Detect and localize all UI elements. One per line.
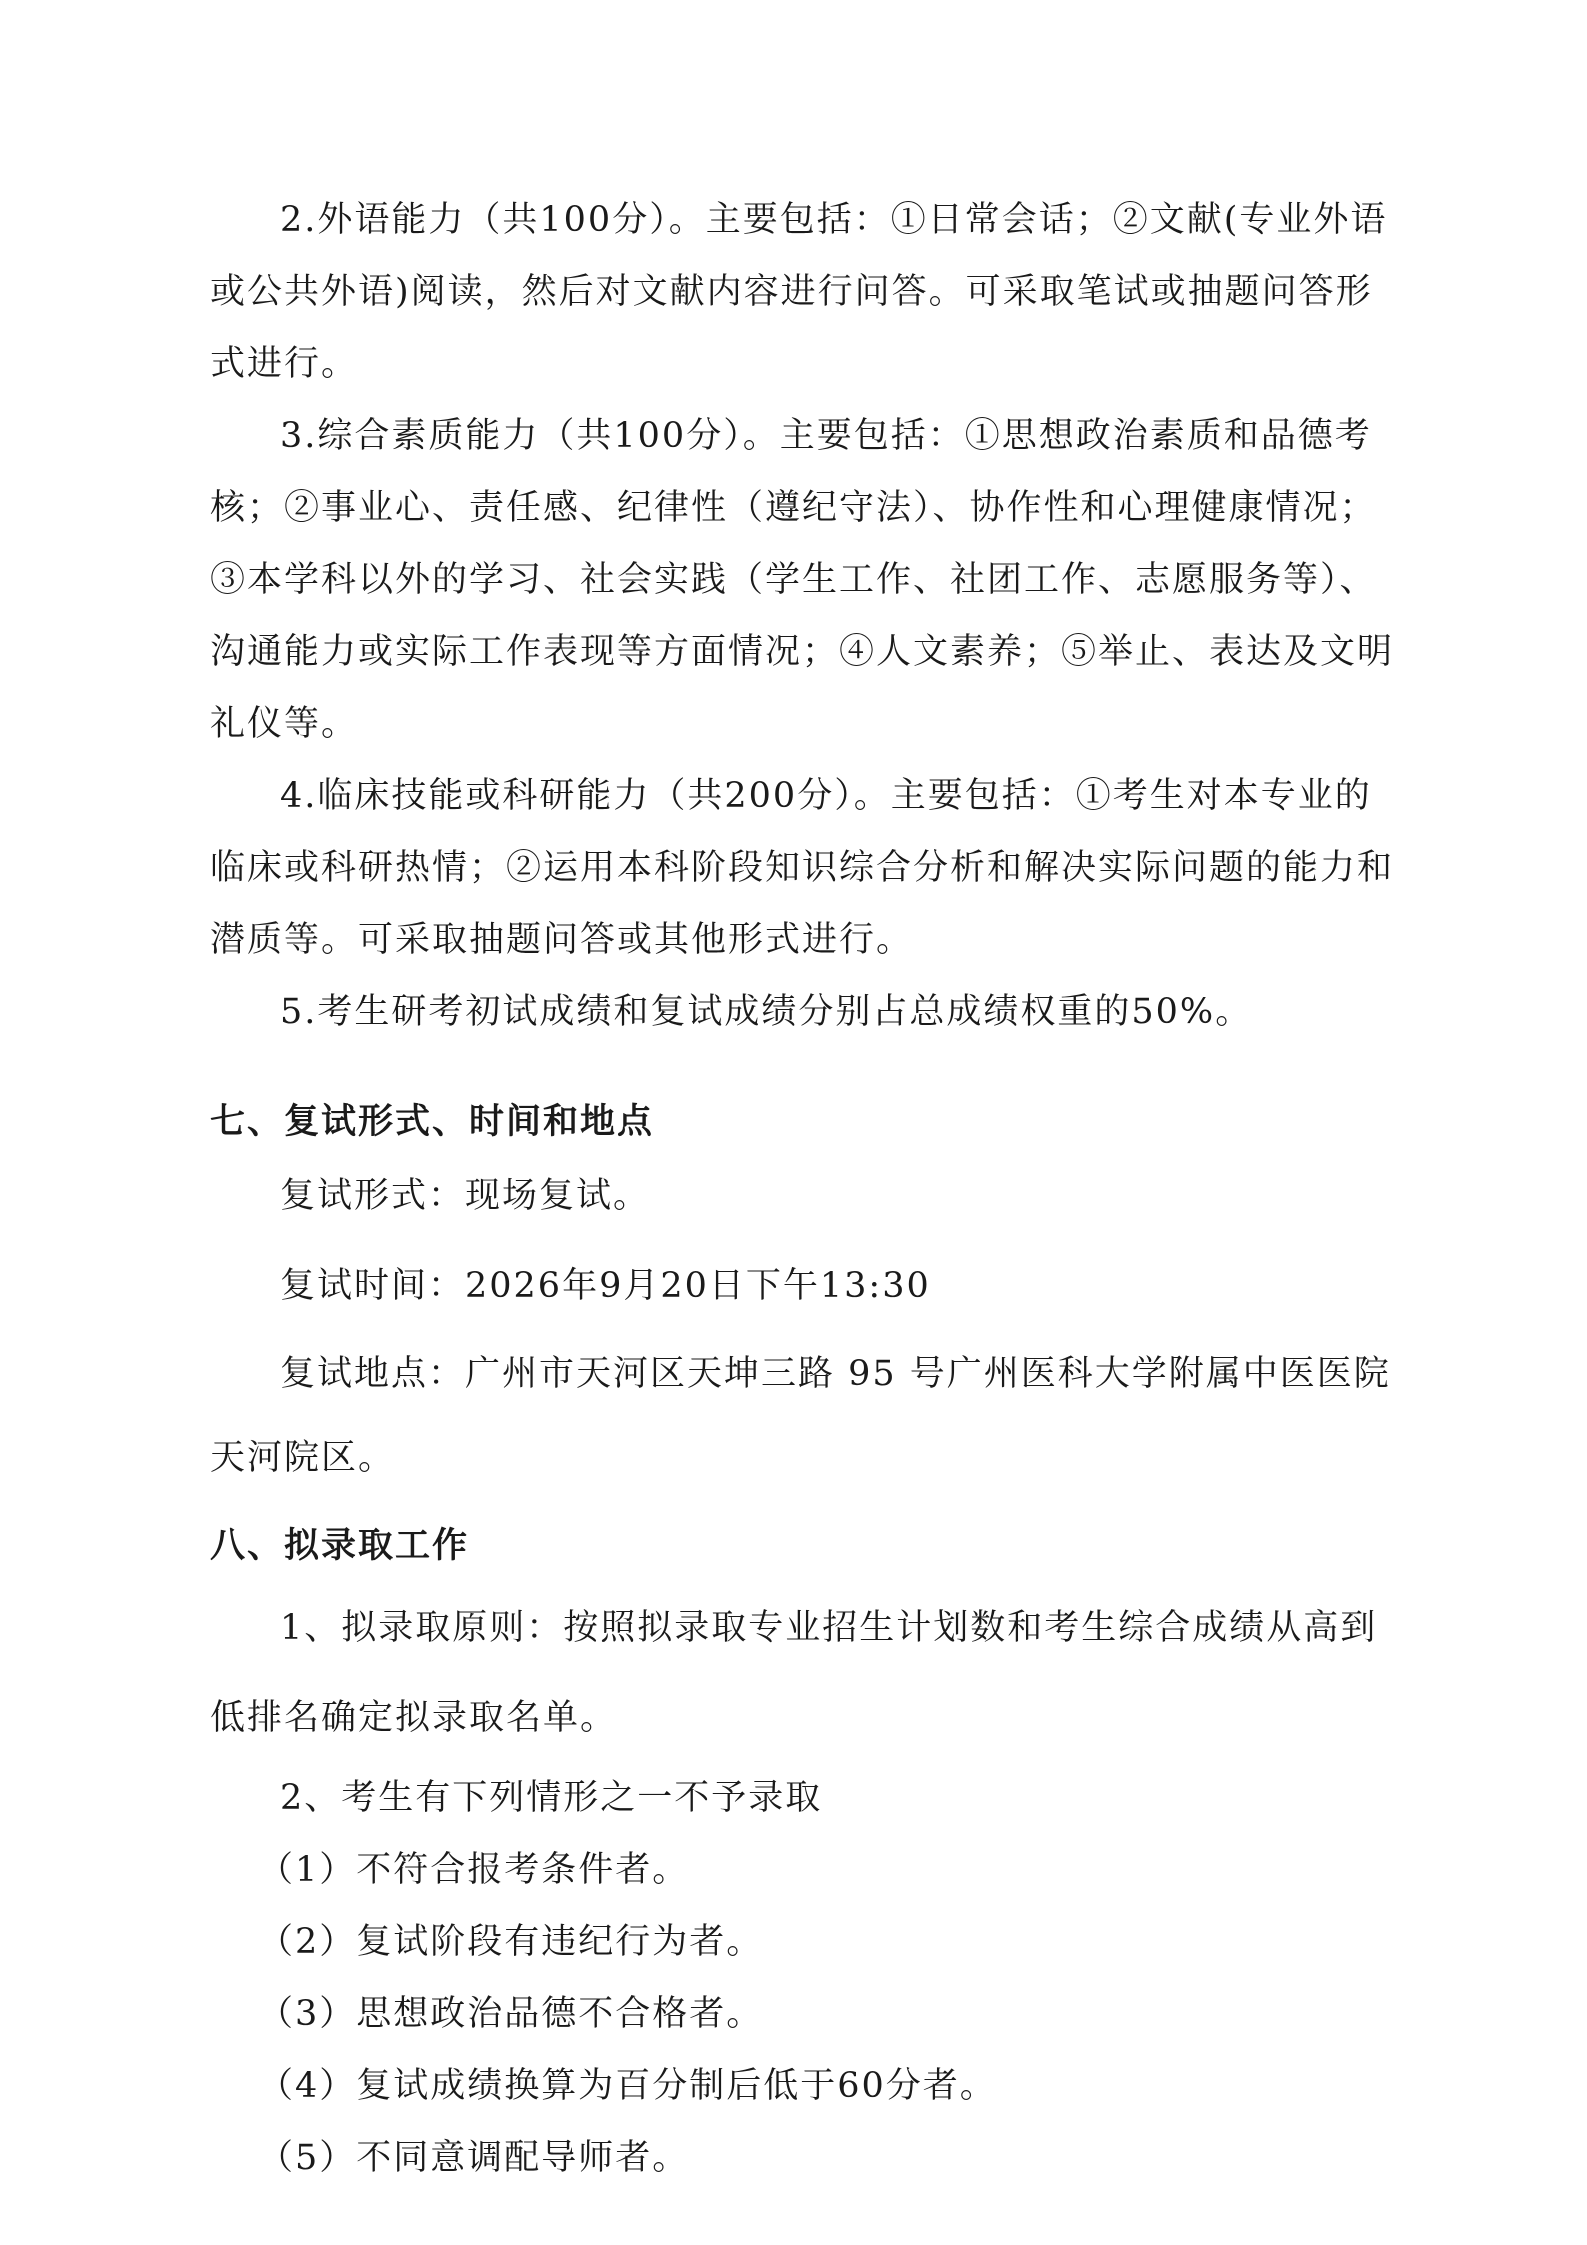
paragraph-line: ③本学科以外的学习、社会实践（学生工作、社团工作、志愿服务等）、 bbox=[210, 560, 1377, 600]
paragraph-line: 或公共外语)阅读，然后对文献内容进行问答。可采取笔试或抽题问答形 bbox=[210, 272, 1373, 312]
list-item: （5）不同意调配导师者。 bbox=[258, 2138, 690, 2178]
paragraph-line: 复试时间：2026年9月20日下午13:30 bbox=[280, 1266, 931, 1306]
paragraph-line: 礼仪等。 bbox=[210, 704, 359, 744]
paragraph-line: 2、考生有下列情形之一不予录取 bbox=[280, 1778, 823, 1818]
paragraph-line: 核；②事业心、责任感、纪律性（遵纪守法）、协作性和心理健康情况； bbox=[210, 488, 1377, 528]
list-item: （2）复试阶段有违纪行为者。 bbox=[258, 1922, 764, 1962]
paragraph-line: 天河院区。 bbox=[210, 1438, 396, 1478]
paragraph-line: 潜质等。可采取抽题问答或其他形式进行。 bbox=[210, 920, 914, 960]
paragraph-line: 复试地点：广州市天河区天坤三路 95 号广州医科大学附属中医医院 bbox=[280, 1354, 1391, 1394]
paragraph-line: 1、拟录取原则：按照拟录取专业招生计划数和考生综合成绩从高到 bbox=[280, 1608, 1378, 1648]
paragraph-line: 沟通能力或实际工作表现等方面情况；④人文素养；⑤举止、表达及文明 bbox=[210, 632, 1395, 672]
paragraph-line: 5.考生研考初试成绩和复试成绩分别占总成绩权重的50%。 bbox=[280, 992, 1253, 1032]
section-heading: 七、复试形式、时间和地点 bbox=[210, 1101, 655, 1142]
list-item: （4）复试成绩换算为百分制后低于60分者。 bbox=[258, 2066, 997, 2106]
list-item: （3）思想政治品德不合格者。 bbox=[258, 1994, 764, 2034]
paragraph-line: 复试形式：现场复试。 bbox=[280, 1176, 651, 1216]
paragraph-line: 低排名确定拟录取名单。 bbox=[210, 1698, 618, 1738]
paragraph-line: 式进行。 bbox=[210, 344, 359, 384]
section-heading: 八、拟录取工作 bbox=[210, 1525, 470, 1566]
paragraph-line: 临床或科研热情；②运用本科阶段知识综合分析和解决实际问题的能力和 bbox=[210, 848, 1395, 888]
paragraph-line: 3.综合素质能力（共100分）。主要包括：①思想政治素质和品德考 bbox=[280, 416, 1372, 456]
list-item: （1）不符合报考条件者。 bbox=[258, 1850, 690, 1890]
paragraph-line: 4.临床技能或科研能力（共200分）。主要包括：①考生对本专业的 bbox=[280, 776, 1372, 816]
paragraph-line: 2.外语能力（共100分）。主要包括：①日常会话；②文献(专业外语 bbox=[280, 200, 1388, 240]
